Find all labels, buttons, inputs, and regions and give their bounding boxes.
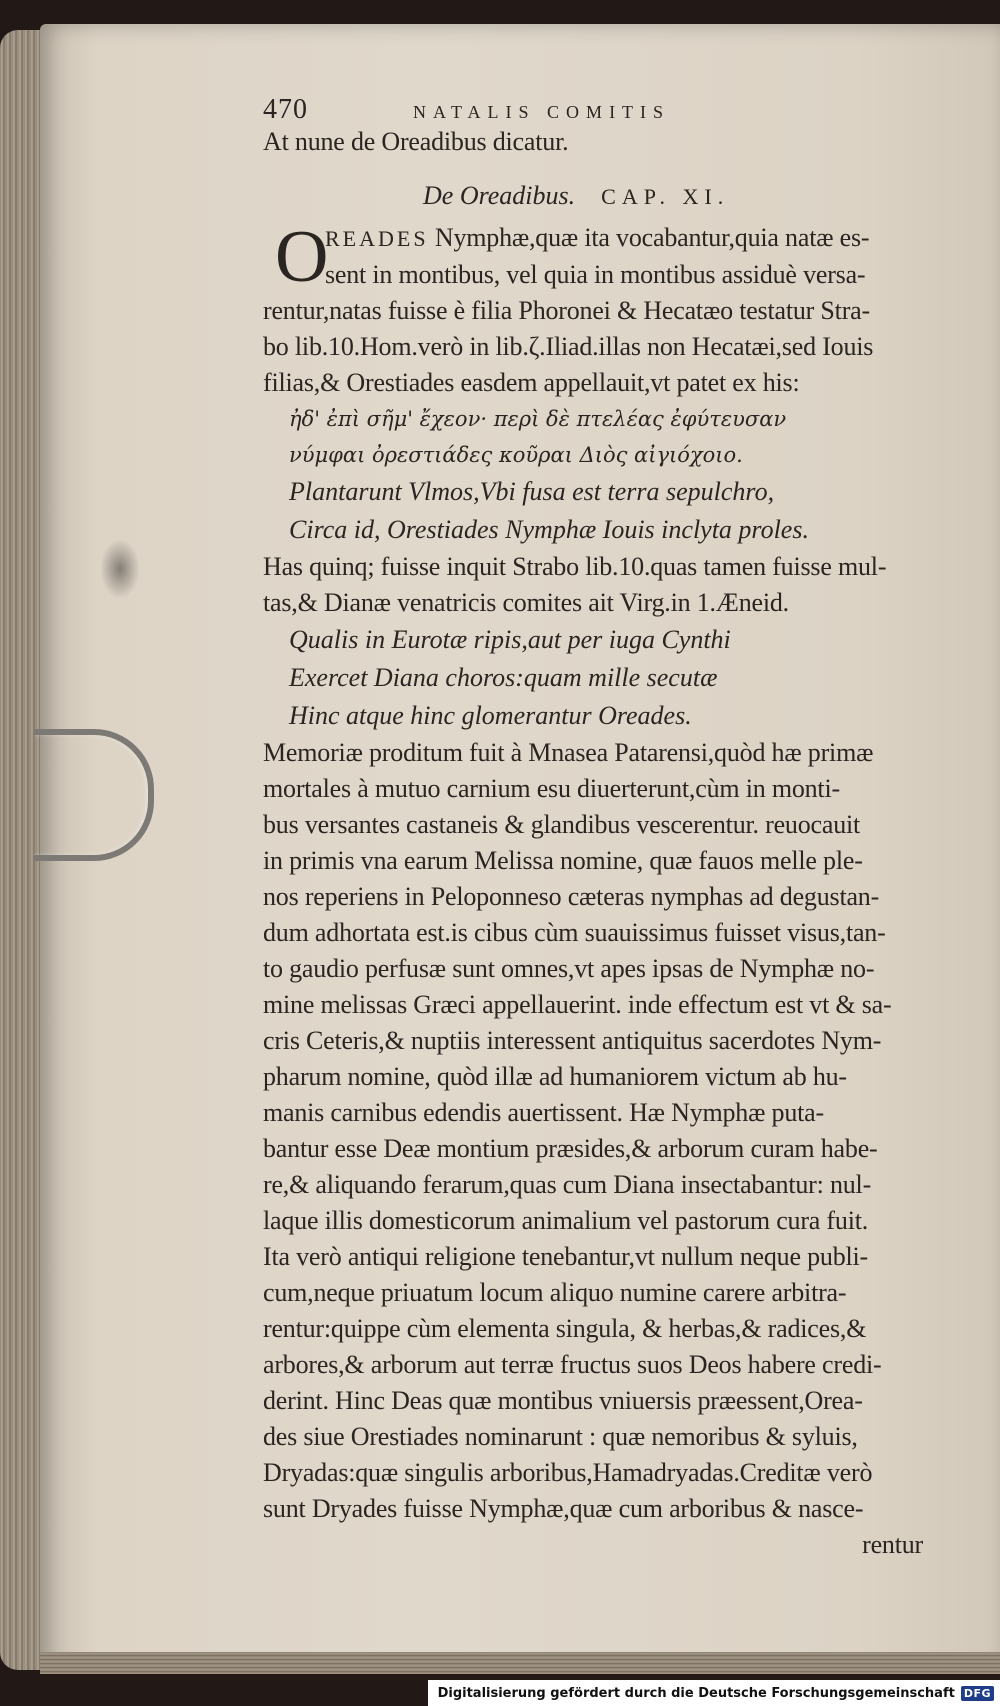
- body-line: to gaudio perfusæ sunt omnes,vt apes ipsas de Nymphæ no-: [263, 954, 875, 983]
- body-line: nos reperiens in Peloponneso cæteras nymphas ad degustan-: [263, 882, 880, 911]
- page-stain: [100, 539, 140, 599]
- body-line: mortales à mutuo carnium esu diuerterunt,cùm in monti-: [263, 774, 840, 803]
- latin-verse-line: Circa id, Orestiades Nymphæ Iouis inclyta proles.: [289, 515, 809, 544]
- body-line: manis carnibus edendis auertissent. Hæ Nymphæ puta-: [263, 1098, 824, 1127]
- greek-quote-line: ἠδ' ἐπὶ σῆμ' ἔχεον· περὶ δὲ πτελέας ἐφύτευσαν: [289, 407, 787, 431]
- body-line: mine melissas Græci appellauerint. inde effectum est vt & sa-: [263, 990, 892, 1019]
- page-header: [263, 94, 963, 124]
- running-head: NATALIS COMITIS: [413, 102, 671, 122]
- dfg-logo: DFG: [961, 1686, 994, 1701]
- body-line: arbores,& arborum aut terræ fructus suos Deos habere credi-: [263, 1350, 882, 1379]
- first-paragraph-line: rentur,natas fuisse è filia Phoronei & Hecatæo testatur Stra-: [263, 296, 870, 325]
- body-line: cris Ceteris,& nuptiis interessent antiquitus sacerdotes Nym-: [263, 1026, 882, 1055]
- page-number: 470: [263, 94, 308, 125]
- body-line: pharum nomine, quòd illæ ad humaniorem victum ab hu-: [263, 1062, 847, 1091]
- first-paragraph-line: sent in montibus, vel quia in montibus assiduè versa-: [325, 260, 866, 289]
- page-bottom-edges: [40, 1652, 1000, 1674]
- paper-clip: [34, 729, 154, 861]
- drop-cap: O: [275, 216, 329, 298]
- greek-quote-line: νύμφαι ὀρεστιάδες κοῦραι Διὸς αἰγιόχοιο.: [289, 443, 743, 467]
- latin-verse-line: Exercet Diana choros:quam mille secutæ: [289, 663, 718, 692]
- latin-verse-line: Qualis in Eurotæ ripis,aut per iuga Cynthi: [289, 625, 731, 654]
- main-paragraph: [263, 735, 963, 1527]
- funding-text: Digitalisierung gefördert durch die Deutsche Forschungsgemeinschaft: [437, 1685, 955, 1701]
- body-line: Ita verò antiqui religione tenebantur,vt nullum neque publi-: [263, 1242, 869, 1271]
- body-line: Memoriæ proditum fuit à Mnasea Patarensi,quòd hæ primæ: [263, 738, 874, 767]
- catchword: rentur: [862, 1530, 923, 1559]
- body-line: rentur:quippe cùm elementa singula, & herbas,& radices,&: [263, 1314, 867, 1343]
- first-paragraph: [263, 216, 963, 401]
- body-line: re,& aliquando ferarum,quas cum Diana insectabantur: nul-: [263, 1170, 872, 1199]
- text-block: [263, 94, 963, 1563]
- body-line: cum,neque priuatum locum aliquo numine carere arbitra-: [263, 1278, 847, 1307]
- first-paragraph-line: READES Nymphæ,quæ ita vocabantur,quia natæ es-: [325, 223, 870, 252]
- body-line: laque illis domesticorum animalium vel pastorum cura fuit.: [263, 1206, 869, 1235]
- body-line: Dryadas:quæ singulis arboribus,Hamadryadas.Creditæ verò: [263, 1458, 873, 1487]
- first-paragraph-line: bo lib.10.Hom.verò in lib.ζ.Iliad.illas non Hecatæi,sed Iouis: [263, 332, 874, 361]
- intro-line: At nune de Oreadibus dicatur.: [263, 127, 569, 156]
- body-line: Has quinq; fuisse inquit Strabo lib.10.quas tamen fuisse mul-: [263, 552, 887, 581]
- first-paragraph-line: filias,& Orestiades easdem appellauit,vt patet ex his:: [263, 368, 800, 397]
- body-line: bantur esse Deæ montium præsides,& arborum curam habe-: [263, 1134, 878, 1163]
- chapter-title: De Oreadibus.: [423, 181, 576, 210]
- body-line: des siue Orestiades nominarunt : quæ nemoribus & syluis,: [263, 1422, 858, 1451]
- body-line: in primis vna earum Melissa nomine, quæ fauos melle ple-: [263, 846, 863, 875]
- body-line: bus versantes castaneis & glandibus vescerentur. reuocauit: [263, 810, 861, 839]
- body-line: sunt Dryades fuisse Nymphæ,quæ cum arboribus & nasce-: [263, 1494, 864, 1523]
- body-line: derint. Hinc Deas quæ montibus vniuersis præessent,Orea-: [263, 1386, 863, 1415]
- body-line: dum adhortata est.is cibus cùm suauissimus fuisset visus,tan-: [263, 918, 886, 947]
- funding-footer: [428, 1680, 1000, 1706]
- latin-verse-line: Hinc atque hinc glomerantur Oreades.: [289, 701, 692, 730]
- chapter-heading: [423, 178, 963, 220]
- opening-small-caps: READES: [325, 226, 429, 251]
- chapter-number: CAP. XI.: [601, 184, 730, 209]
- latin-verse-line: Plantarunt Vlmos,Vbi fusa est terra sepulchro,: [289, 477, 775, 506]
- body-line: tas,& Dianæ venatricis comites ait Virg.in 1.Æneid.: [263, 588, 789, 617]
